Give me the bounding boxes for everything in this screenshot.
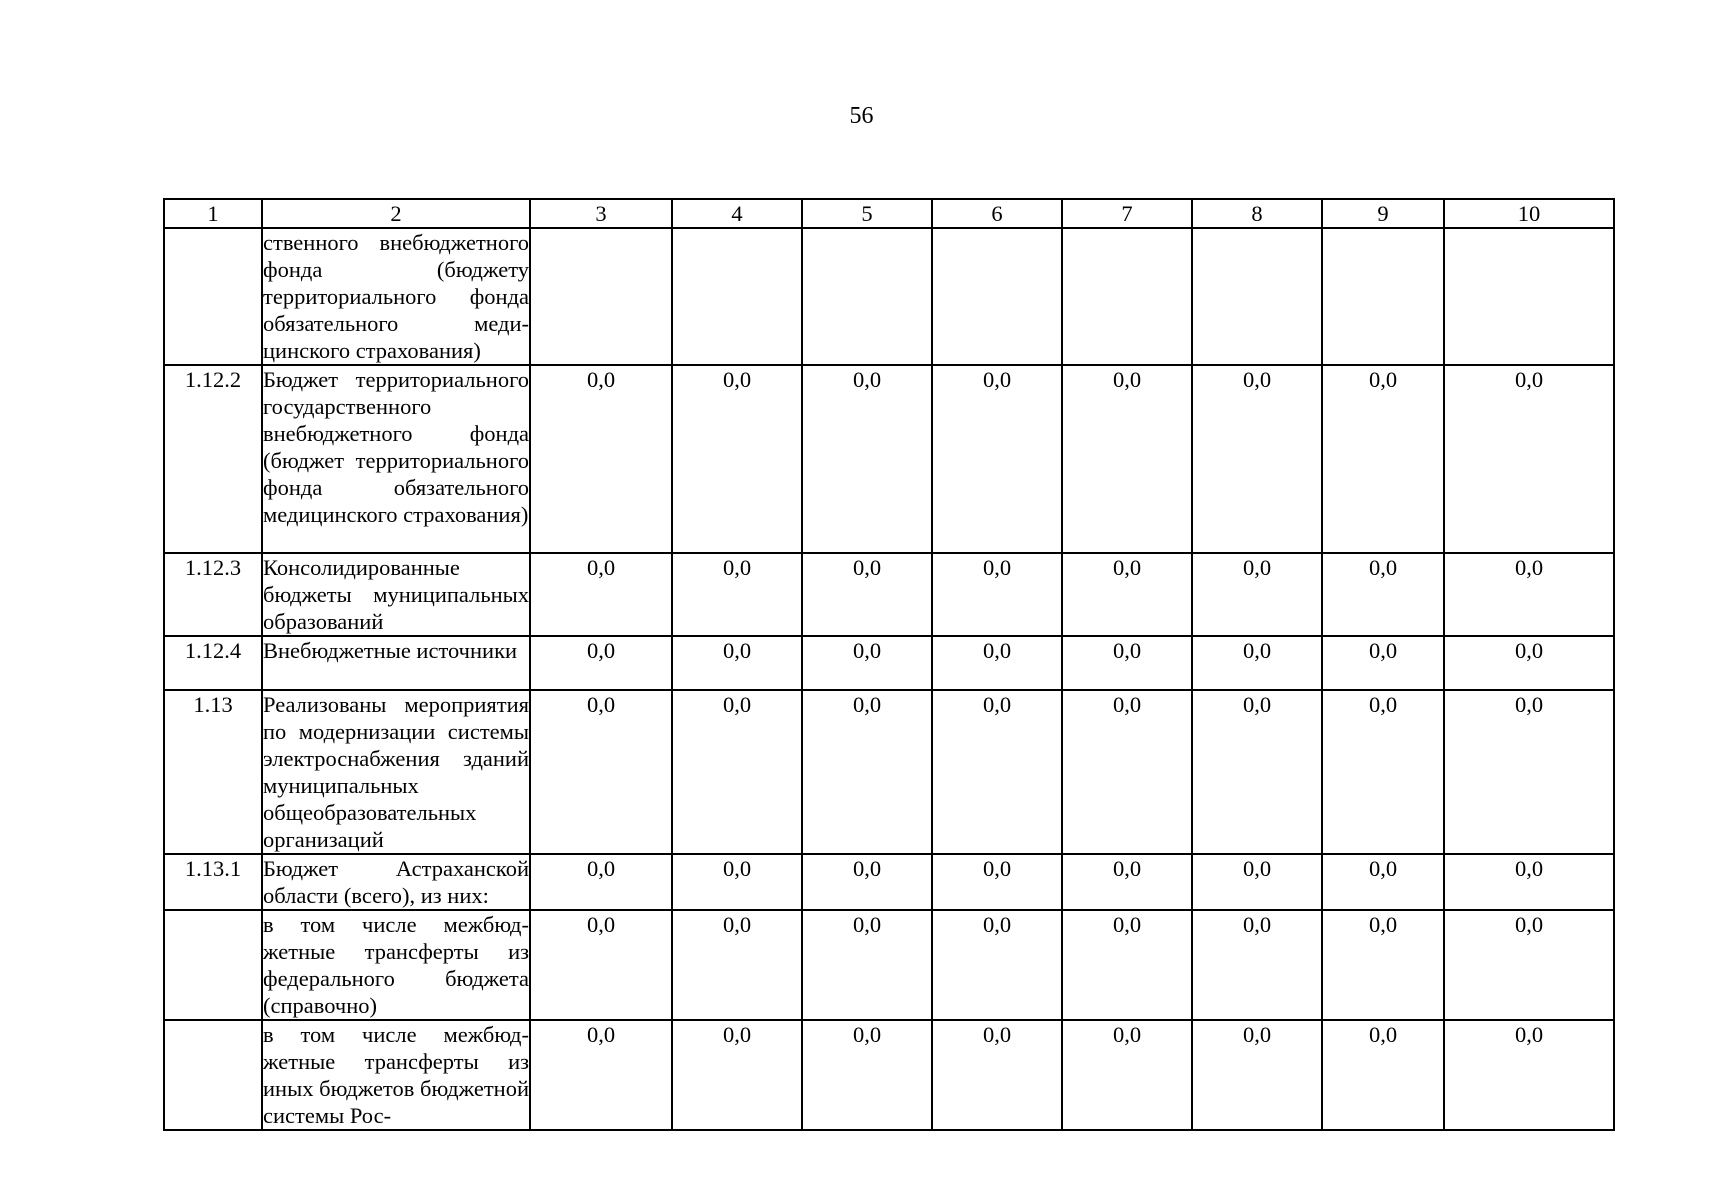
value-cell: 0,0 — [802, 690, 932, 854]
value-cell: 0,0 — [672, 690, 802, 854]
value-cell: 0,0 — [530, 636, 672, 690]
row-number: 1.13 — [164, 690, 262, 854]
table-row — [164, 910, 1614, 1020]
row-number — [164, 228, 262, 365]
value-cell: 0,0 — [672, 365, 802, 553]
value-cell: 0,0 — [932, 636, 1062, 690]
column-header: 5 — [802, 199, 932, 228]
page-number: 56 — [849, 103, 874, 129]
value-cell: 0,0 — [1322, 553, 1444, 636]
value-cell: 0,0 — [530, 910, 672, 1020]
value-cell: 0,0 — [932, 365, 1062, 553]
value-cell: 0,0 — [1062, 854, 1192, 910]
table-row — [164, 690, 1614, 854]
value-cell — [1322, 228, 1444, 365]
column-header: 7 — [1062, 199, 1192, 228]
value-cell: 0,0 — [1062, 910, 1192, 1020]
value-cell: 0,0 — [1444, 636, 1614, 690]
value-cell: 0,0 — [1062, 1020, 1192, 1130]
table-row — [164, 636, 1614, 690]
value-cell: 0,0 — [1444, 1020, 1614, 1130]
row-number: 1.12.4 — [164, 636, 262, 690]
value-cell: 0,0 — [1444, 553, 1614, 636]
value-cell — [530, 228, 672, 365]
value-cell: 0,0 — [932, 553, 1062, 636]
column-header: 3 — [530, 199, 672, 228]
value-cell: 0,0 — [1322, 1020, 1444, 1130]
row-description: Бюджет территориального государственного внебюджетного фонда (бюджет территориального фонда обязательного медицинского страхования) — [262, 365, 530, 553]
value-cell: 0,0 — [1322, 636, 1444, 690]
value-cell: 0,0 — [932, 854, 1062, 910]
value-cell: 0,0 — [1444, 365, 1614, 553]
value-cell: 0,0 — [802, 365, 932, 553]
row-number — [164, 1020, 262, 1130]
row-description: в том числе межбюджетные трансферты из федерального бюджета (справочно) — [263, 912, 529, 1018]
value-cell: 0,0 — [802, 553, 932, 636]
budget-table — [163, 198, 1615, 1131]
value-cell: 0,0 — [1444, 910, 1614, 1020]
column-header: 2 — [262, 199, 530, 228]
value-cell: 0,0 — [530, 854, 672, 910]
column-header: 6 — [932, 199, 1062, 228]
value-cell — [672, 228, 802, 365]
value-cell — [1192, 228, 1322, 365]
value-cell: 0,0 — [1192, 365, 1322, 553]
value-cell — [1062, 228, 1192, 365]
row-number — [164, 910, 262, 1020]
value-cell — [1444, 228, 1614, 365]
value-cell: 0,0 — [672, 553, 802, 636]
row-description: ственного внебюджетного фонда (бюджету территориального фонда обязательного медицинского страхования) — [263, 230, 529, 363]
value-cell — [932, 228, 1062, 365]
table-row — [164, 365, 1614, 553]
column-header: 1 — [164, 199, 262, 228]
table-row — [164, 553, 1614, 636]
column-header: 10 — [1444, 199, 1614, 228]
value-cell: 0,0 — [530, 553, 672, 636]
row-number: 1.12.2 — [164, 365, 262, 553]
value-cell: 0,0 — [1192, 910, 1322, 1020]
value-cell: 0,0 — [1444, 690, 1614, 854]
value-cell: 0,0 — [802, 854, 932, 910]
value-cell: 0,0 — [932, 910, 1062, 1020]
value-cell: 0,0 — [1192, 636, 1322, 690]
value-cell: 0,0 — [530, 365, 672, 553]
table-row — [164, 228, 1614, 365]
row-number: 1.12.3 — [164, 553, 262, 636]
value-cell: 0,0 — [1062, 636, 1192, 690]
row-description: Консолидированные бюджеты муниципальных образований — [263, 555, 529, 634]
row-description: Бюджет Астраханской области (всего), из них: — [263, 856, 529, 908]
value-cell: 0,0 — [1192, 553, 1322, 636]
value-cell: 0,0 — [672, 636, 802, 690]
value-cell: 0,0 — [1192, 1020, 1322, 1130]
row-description: Реализованы мероприятия по модернизации системы электроснабжения зданий муниципальных общеобразовательных организаций — [263, 692, 529, 852]
row-description: Внебюджетные источники — [262, 636, 530, 690]
value-cell: 0,0 — [1322, 690, 1444, 854]
value-cell: 0,0 — [1062, 553, 1192, 636]
value-cell: 0,0 — [1322, 365, 1444, 553]
value-cell — [802, 228, 932, 365]
value-cell: 0,0 — [1322, 910, 1444, 1020]
value-cell: 0,0 — [802, 910, 932, 1020]
value-cell: 0,0 — [932, 690, 1062, 854]
value-cell: 0,0 — [672, 910, 802, 1020]
value-cell: 0,0 — [672, 1020, 802, 1130]
row-number: 1.13.1 — [164, 854, 262, 910]
value-cell: 0,0 — [530, 1020, 672, 1130]
value-cell: 0,0 — [932, 1020, 1062, 1130]
table-row — [164, 854, 1614, 910]
value-cell: 0,0 — [1192, 854, 1322, 910]
row-description: в том числе межбюджетные трансферты из иных бюджетов бюджетной системы Рос- — [263, 1022, 529, 1128]
value-cell: 0,0 — [802, 636, 932, 690]
value-cell: 0,0 — [1062, 690, 1192, 854]
value-cell: 0,0 — [1062, 365, 1192, 553]
column-header: 4 — [672, 199, 802, 228]
table-row — [164, 1020, 1614, 1130]
column-header: 8 — [1192, 199, 1322, 228]
column-number-header-row — [164, 199, 1614, 228]
value-cell: 0,0 — [1192, 690, 1322, 854]
value-cell: 0,0 — [1444, 854, 1614, 910]
value-cell: 0,0 — [1322, 854, 1444, 910]
value-cell: 0,0 — [802, 1020, 932, 1130]
column-header: 9 — [1322, 199, 1444, 228]
value-cell: 0,0 — [672, 854, 802, 910]
value-cell: 0,0 — [530, 690, 672, 854]
